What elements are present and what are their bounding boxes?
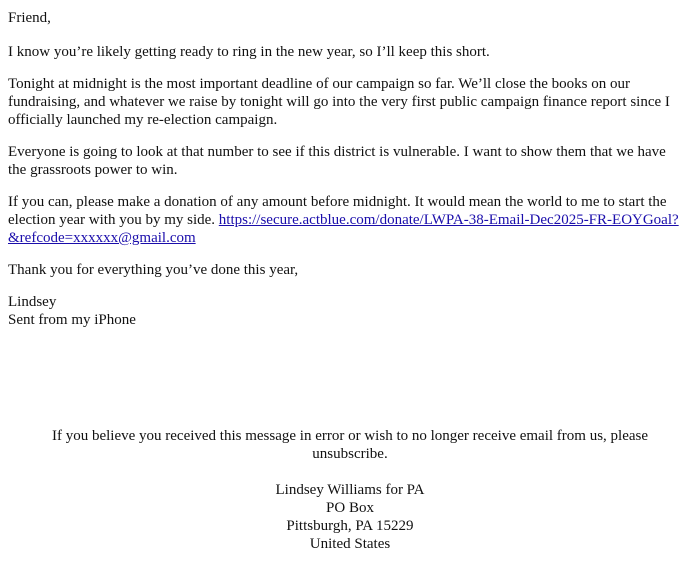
email-greeting: Friend, (8, 10, 51, 26)
email-body (8, 9, 686, 329)
ask-text: If you can, please make a donation of any amount before midnight. It would mean the world to me to start the election year with you by my side. (8, 194, 667, 228)
unsubscribe-notice: If you believe you received this message in error or wish to no longer receive email from us, please unsubscribe. (51, 428, 649, 462)
address-city-state-zip: Pittsburgh, PA 15229 (286, 518, 414, 534)
address-line1: PO Box (326, 500, 374, 516)
mailing-address (22, 481, 678, 553)
signature-device: Sent from my iPhone (8, 312, 136, 328)
email-paragraph-grassroots: Everyone is going to look at that number to see if this district is vulnerable. I want to show them that we have the grassroots power to win. (8, 144, 666, 178)
email-paragraph-ask (8, 193, 686, 247)
signature-name: Lindsey (8, 294, 57, 310)
email-signature (8, 293, 686, 329)
address-country: United States (309, 536, 391, 552)
email-closing: Thank you for everything you’ve done this year, (8, 262, 299, 278)
email-footer (0, 427, 700, 553)
email-paragraph-deadline: Tonight at midnight is the most important deadline of our campaign so far. We’ll close the books on our fundraising, and whatever we raise by tonight will go into the very first public campaign finance report since I officially launched my re-election campaign. (8, 76, 670, 128)
address-organization: Lindsey Williams for PA (275, 482, 425, 498)
donate-link[interactable]: https://secure.actblue.com/donate/LWPA-38-Email-Dec2025-FR-EOYGoal?&refcode=xxxxxx@gmail.com (8, 212, 679, 246)
email-paragraph-intro: I know you’re likely getting ready to ring in the new year, so I’ll keep this short. (8, 44, 490, 60)
